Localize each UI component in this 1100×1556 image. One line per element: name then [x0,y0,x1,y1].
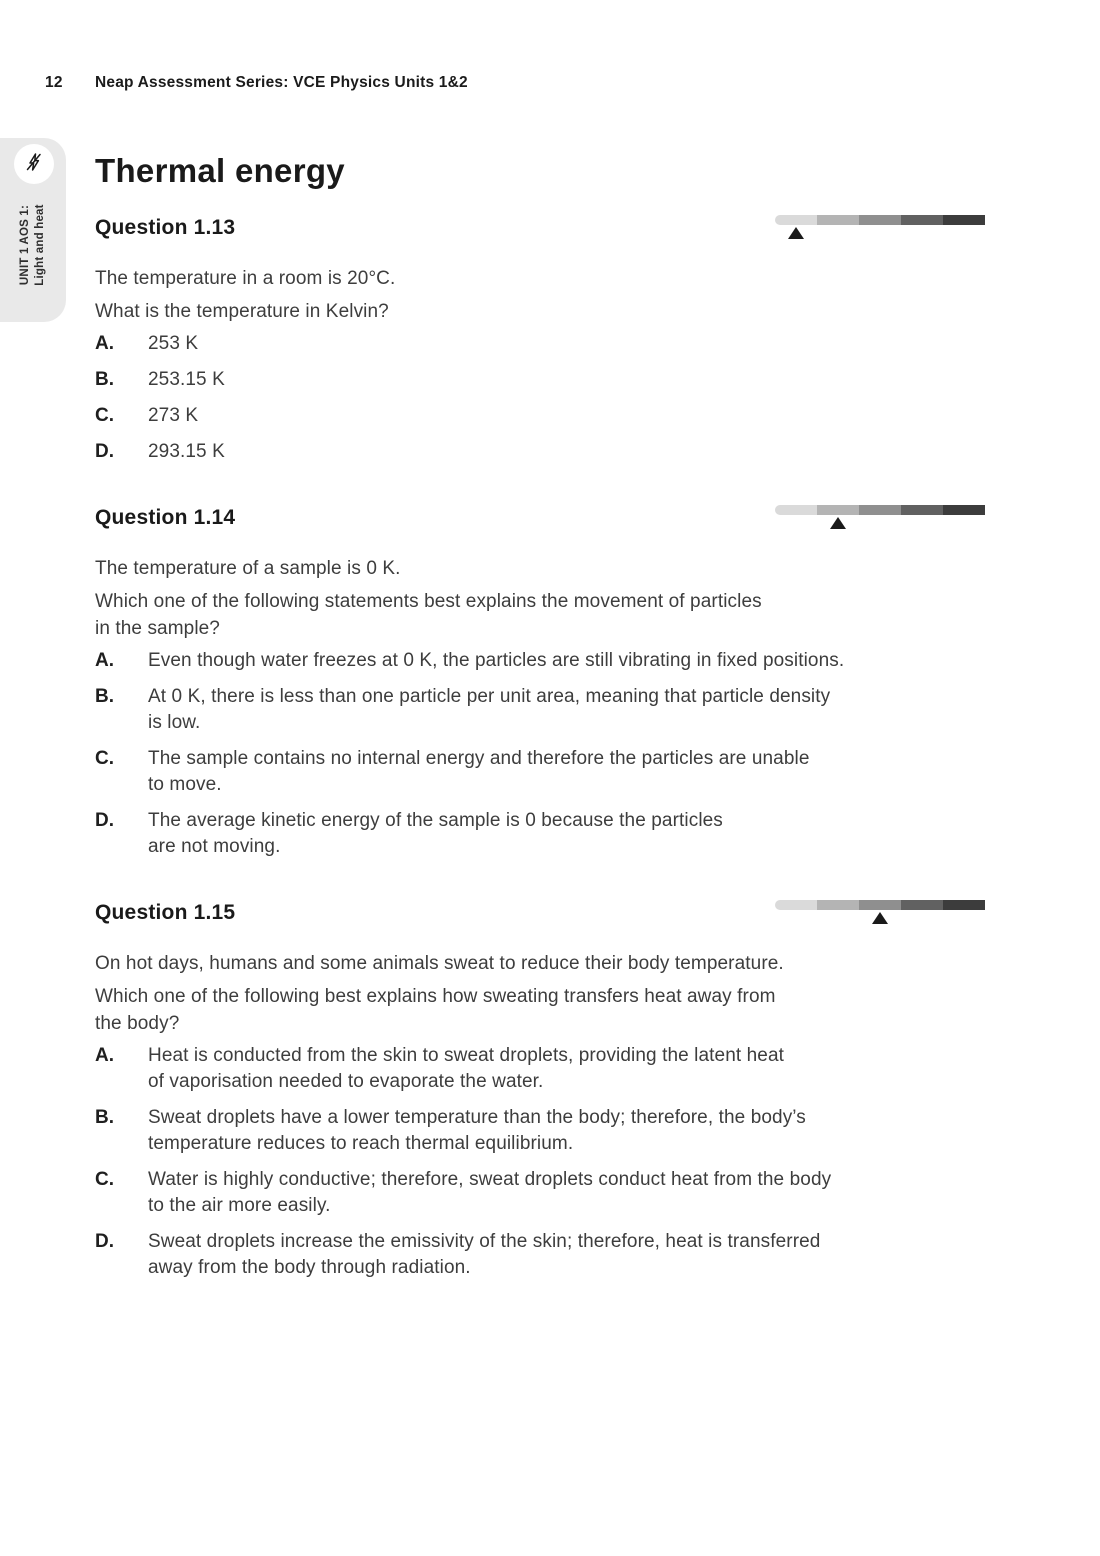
difficulty-segment [943,505,985,515]
stem-line: The temperature in a room is 20°C. [95,268,396,289]
option-letter: B. [95,369,114,390]
option-b [95,367,985,393]
difficulty-segment [775,900,817,910]
option-a [95,1043,985,1095]
options-list [95,648,985,860]
difficulty-segment [859,900,901,910]
option-letter: B. [95,1107,114,1128]
option-letter: D. [95,810,114,831]
question-1-15 [95,900,985,1291]
option-letter: C. [95,1169,114,1190]
option-text: to the air more easily. [148,1195,331,1216]
option-text: The sample contains no internal energy and therefore the particles are unable [148,748,810,769]
difficulty-segment [775,215,817,225]
options-list [95,1043,985,1281]
stem-line: The temperature of a sample is 0 K. [95,558,401,579]
option-text: 273 K [148,405,199,426]
book-header-title: Neap Assessment Series: VCE Physics Units 1&2 [95,74,468,91]
unit-tab [0,138,66,322]
option-c [95,403,985,429]
option-b [95,1105,985,1157]
stem-line: the body? [95,1013,180,1034]
option-text: The average kinetic energy of the sample is 0 because the particles [148,810,723,831]
difficulty-marker-icon [872,912,888,924]
question-title: Question 1.13 [95,216,236,239]
page-number: 12 [45,74,63,91]
question-title: Question 1.14 [95,506,236,529]
difficulty-segment [901,215,943,225]
options-list [95,331,985,465]
option-letter: D. [95,1231,114,1252]
option-text: Heat is conducted from the skin to sweat droplets, providing the latent heat [148,1045,785,1066]
difficulty-marker-icon [830,517,846,529]
option-text: 253.15 K [148,369,225,390]
difficulty-marker-icon [788,227,804,239]
stem-line: Which one of the following best explains how sweating transfers heat away from [95,986,776,1007]
option-d [95,1229,985,1281]
option-d [95,808,985,860]
difficulty-bar [775,900,985,910]
stem-line: On hot days, humans and some animals sweat to reduce their body temperature. [95,953,784,974]
option-text: 253 K [148,333,199,354]
difficulty-segment [775,505,817,515]
difficulty-segment [859,215,901,225]
option-d [95,439,985,465]
option-c [95,1167,985,1219]
option-letter: C. [95,748,114,769]
difficulty-segment [943,215,985,225]
question-stem [95,265,985,325]
option-text: Even though water freezes at 0 K, the particles are still vibrating in fixed positions. [148,650,845,671]
option-text: to move. [148,774,222,795]
option-letter: B. [95,686,114,707]
stem-line: in the sample? [95,618,220,639]
option-text: are not moving. [148,836,281,857]
question-1-13 [95,215,985,475]
question-title: Question 1.15 [95,901,236,924]
unit-tab-label [18,204,48,285]
difficulty-bar [775,215,985,225]
option-letter: A. [95,333,114,354]
difficulty-segment [901,900,943,910]
difficulty-segment [859,505,901,515]
stem-line: Which one of the following statements best explains the movement of particles [95,591,762,612]
difficulty-bar [775,505,985,515]
option-c [95,746,985,798]
option-a [95,648,985,674]
option-letter: D. [95,441,114,462]
difficulty-segment [943,900,985,910]
option-text: Water is highly conductive; therefore, sweat droplets conduct heat from the body [148,1169,832,1190]
option-text: Sweat droplets increase the emissivity of the skin; therefore, heat is transferred [148,1231,821,1252]
option-a [95,331,985,357]
unit-icon-circle [14,144,54,184]
page-title: Thermal energy [95,152,345,190]
option-letter: A. [95,1045,114,1066]
question-stem [95,950,985,1037]
option-text: of vaporisation needed to evaporate the water. [148,1071,544,1092]
option-text: At 0 K, there is less than one particle per unit area, meaning that particle density [148,686,831,707]
stem-line: What is the temperature in Kelvin? [95,301,389,322]
question-stem [95,555,985,642]
option-text: away from the body through radiation. [148,1257,471,1278]
option-letter: A. [95,650,114,671]
option-text: is low. [148,712,201,733]
difficulty-segment [817,900,859,910]
unit-tab-label-line2: Light and heat [34,204,46,286]
option-text: temperature reduces to reach thermal equilibrium. [148,1133,574,1154]
difficulty-segment [817,505,859,515]
option-letter: C. [95,405,114,426]
difficulty-segment [901,505,943,515]
option-text: Sweat droplets have a lower temperature than the body; therefore, the body’s [148,1107,806,1128]
option-text: 293.15 K [148,441,225,462]
difficulty-segment [817,215,859,225]
option-b [95,684,985,736]
unit-tab-label-line1: UNIT 1 AOS 1: [19,204,31,285]
question-1-14 [95,505,985,870]
flash-off-icon [23,151,45,178]
